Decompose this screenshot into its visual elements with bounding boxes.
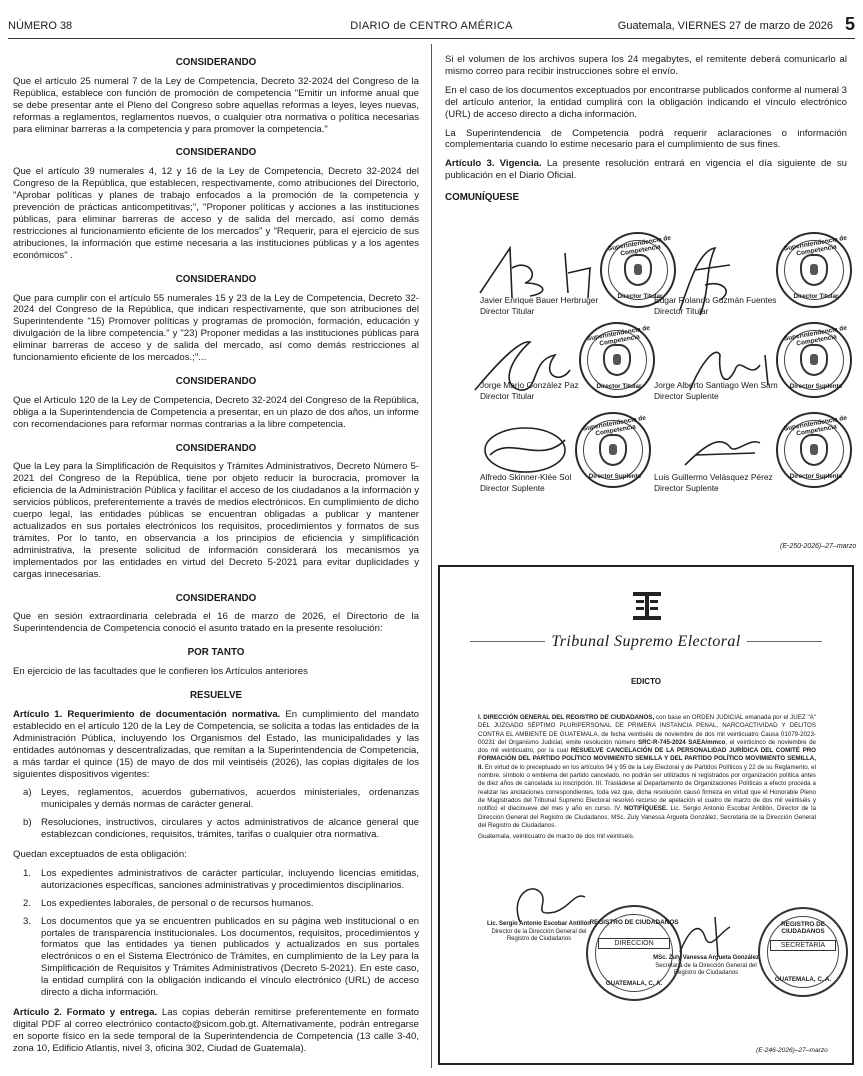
- paragraph: Que la Ley para la Simplificación de Requisitos y Trámites Administrativos, Decreto Número 5-2021 del Congreso de la República, tiene por objeto reducir la burocracia, promover la eficiencia de la Administración Pública y facilitar el acceso de los ciudadanos a la información y servicios públicos, preferentemente a través de medios electrónicos. En cumplimiento de dicho cuerpo legal, las entidades públicas se encuentran obligadas a publicar y mantener actualizados en sus portales electrónicos los requisitos, procedimientos y formatos de sus trámites. Por lo tanto, en observancia a los principios de eficiencia y simplificación administrativa, la presente solicitud de información considerará los mecanismos ya implementados por las entidades en virtud del Decreto 5-2021 para evitar duplicidades y cargas innecesarias.: [13, 461, 419, 580]
- tse-logo-icon: [630, 589, 664, 623]
- signer: Edgar Rolando Guzmán Fuentes Director Titular: [654, 295, 777, 316]
- signer: Jorge Alberto Santiago Wen Sam Director Suplente: [654, 380, 778, 401]
- list-item: b) Resoluciones, instructivos, circulares y actos administrativos de alcance general que establezcan condiciones, requisitos, trámites, tarifas o cualquier otra normativa.: [23, 817, 419, 841]
- header-rule: [8, 38, 855, 39]
- list-item: 1. Los expedientes administrativos de carácter particular, incluyendo licencias emitidas, autorizaciones específicas, sanciones administrativas y procedimientos disciplinarios.: [23, 867, 419, 891]
- article-title: Artículo 2. Formato y entrega.: [13, 1007, 158, 1018]
- paragraph: En el caso de los documentos exceptuados por encontrarse publicados conforme al numeral 3 del artículo anterior, la entidad cumplirá con la obligación indicando el vínculo electrónico (URL) de acceso directo a dicha información.: [445, 84, 847, 120]
- section-heading: CONSIDERANDO: [175, 375, 257, 387]
- signer: Lic. Sergio Antonio Escobar Antillón Director de la Dirección General del Registro de Ciudadanos: [487, 921, 591, 942]
- superintendencia-seal: Superintendencia de Competencia Director Suplente: [575, 412, 651, 488]
- article-title: Artículo 1. Requerimiento de documentación normativa.: [13, 708, 281, 720]
- paragraph: Que el Artículo 120 de la Ley de Competencia, Decreto 32-2024 del Congreso de la República, obliga a la Superintendencia de Competencia a presentar, en un plazo de dos años, un informe con recomendaciones para reformar normas contrarias a la libre competencia.: [13, 394, 419, 430]
- signature-scribble: [480, 415, 580, 480]
- section-heading: CONSIDERANDO: [175, 273, 257, 285]
- paragraph: En ejercicio de las facultades que le confieren los Artículos anteriores: [13, 666, 308, 678]
- article-title: Artículo 3. Vigencia.: [445, 158, 542, 170]
- numbered-list: [13, 868, 419, 999]
- article-body: En cumplimiento del mandato establecido en el artículo 120 de la Ley de Competencia, se solicita a todas las entidades de la Administración Pública, incluyendo los Organismos del Estado, las municipalidades y las entidades autónomas y descentralizadas, que remitan a la Superintendencia de Competencia, a más tardar el quince (15) de mayo de dos mil veintiséis (2026), las copias digitales de los siguientes dispositivos vigentes:: [13, 708, 419, 780]
- article-3: [445, 158, 847, 182]
- signer: Javier Enrique Bauer Herbruger Director Titular: [480, 295, 599, 316]
- article-2: [13, 1007, 419, 1055]
- secretaria-stamp: REGISTRO DE CIUDADANOS SECRETARÍA GUATEMALA, C. A.: [758, 907, 848, 997]
- direccion-stamp: REGISTRO DE CIUDADANOS DIRECCIÓN GUATEMALA, C. A.: [586, 905, 682, 1001]
- paragraph: Quedan exceptuados de esta obligación:: [13, 849, 187, 861]
- list-item: 2. Los expedientes laborales, de personal o de recursos humanos.: [23, 897, 314, 909]
- left-column: [13, 54, 419, 1062]
- column-divider: [431, 44, 432, 1068]
- article-body: La presente resolución entrará en vigencia el día siguiente de su publicación en el Diario Oficial.: [445, 158, 847, 182]
- section-heading: CONSIDERANDO: [175, 442, 257, 454]
- paragraph: Si el volumen de los archivos supera los 24 megabytes, el remitente deberá comunicarlo al mismo correo para recibir instrucciones sobre el envío.: [445, 54, 847, 77]
- superintendencia-seal: Superintendencia de Competencia Director Suplente: [776, 412, 852, 488]
- issue-number: NÚMERO 38: [8, 20, 73, 32]
- paragraph: Que para cumplir con el artículo 55 numerales 15 y 23 de la Ley de Competencia, Decreto 32-2024 del Congreso de la República, que indican respectivamente, que son atribuciones del Superintendente "15) Promover políticas y programas de promoción, formación, educación y divulgación de la libre competencia." y "23) Proponer medidas a las instituciones públicas para eliminar barreras de acceso y de salida del mercado, así como demás restricciones al funcionamiento eficiente de los mercados.;"...: [13, 292, 419, 364]
- superintendencia-seal: Superintendencia de Competencia Director Titular: [579, 322, 655, 398]
- superintendencia-seal: Superintendencia de Competencia Director Suplente: [776, 322, 852, 398]
- section-heading: CONSIDERANDO: [175, 57, 257, 68]
- institution-title: Tribunal Supremo Electoral: [440, 633, 852, 651]
- paragraph: La Superintendencia de Competencia podrá requerir aclaraciones o información complementaria cuando lo estime necesario para el cumplimiento de sus fines.: [445, 127, 847, 151]
- edicto-box: [438, 565, 854, 1065]
- section-heading: CONSIDERANDO: [175, 147, 257, 159]
- signer: MSc. Zuly Vanessa Argueta González Secretaria de la Dirección General del Registro de Ciudadanos: [653, 955, 759, 976]
- list-item: a) Leyes, reglamentos, acuerdos gubernativos, acuerdos ministeriales, ordenanzas municipales y demás normas de carácter general.: [23, 787, 419, 811]
- edicto-title: EDICTO: [630, 677, 662, 686]
- page-number: 5: [844, 14, 855, 34]
- signature-scribble: [500, 877, 590, 927]
- comuniquese-label: COMUNÍQUESE: [445, 192, 520, 204]
- edicto-date: Guatemala, veinticuatro de marzo de dos mil veintiséis.: [478, 833, 635, 840]
- right-column: [445, 54, 847, 204]
- article-body: Las copias deberán remitirse preferentemente en formato digital PDF al correo electrónico contacto@sicom.gob.gt. Alternativamente, podrán entregarse en soporte físico en la sede temporal de la Superintendencia de Competencia (13 calle 3-40, zona 10, Edificio Atlantis, nivel 3, oficina 302, Ciudad de Guatemala).: [13, 1007, 419, 1054]
- signer: Jorge Mario González Paz Director Titular: [480, 380, 579, 401]
- paragraph: Que el artículo 25 numeral 7 de la Ley de Competencia, Decreto 32-2024 del Congreso de la República, establece con función de promoción de competencia "Emitir un informe anual que se debe presentar ante el Pleno del Congreso sobre aquellas reformas a leyes, leyes nuevas, reformas a reglamentos, reglamentos nuevos, o cualquier otra normativa o política necesarias para eliminar barreras a la competencia y para promover la competencia.": [13, 75, 419, 135]
- section-heading: RESUELVE: [189, 690, 243, 702]
- issue-date: Guatemala, VIERNES 27 de marzo de 2026: [617, 20, 833, 32]
- signature-scribble: [680, 425, 770, 475]
- newspaper-name: DIARIO de CENTRO AMÉRICA: [350, 20, 513, 32]
- signer: Luis Guillermo Velásquez Pérez Director Suplente: [654, 472, 773, 493]
- paragraph: Que el artículo 39 numerales 4, 12 y 16 de la Ley de Competencia, Decreto 32-2024 del Congreso de la República, que establecen, respectivamente, como atribuciones del Directorio, "Aprobar políticas y planes de trabajo enfocados a la promoción de la competencia y prevención de prácticas anticompetitivas;", "Proponer políticas y acciones a las instituciones públicas, para eliminar barreras de acceso y de salida del mercado, así como demás restricciones al funcionamiento eficiente de los mercados" y "Requerir, para el ejercicio de sus atribuciones, la información que estime necesaria a las instituciones públicas y a los agentes económicos" .: [13, 166, 419, 261]
- superintendencia-seal: Superintendencia de Competencia Director Titular: [600, 232, 676, 308]
- section-heading: CONSIDERANDO: [175, 592, 257, 604]
- edicto-body: I. DIRECCIÓN GENERAL DEL REGISTRO DE CIUDADANOS, con base en ORDEN JUDICIAL emanada por el JUEZ "A" DEL JUZGADO SÉPTIMO PLURIPERSONAL DE PRIMERA INSTANCIA PENAL, NARCOACTIVIDAD Y DELITOS CONTRA EL AMBIENTE DE GUATEMALA, de fecha veintiséis de noviembre de dos mil veinticuatro Causa 01079-2023-00231 del Organismo Judicial, emite resolución número SRC-R-745-2024 SAEA/mmco, el veinticinco de noviembre de dos mil veinticuatro, por la cual RESUELVE CANCELACIÓN DE LA PERSONALIDAD JURÍDICA DEL COMITÉ PRO FORMACIÓN DEL PARTIDO POLÍTICO MOVIMIENTO SEMILLA Y DEL PARTIDO POLÍTICO MOVIMIENTO SEMILLA, II. En virtud de lo preceptuado en los artículos 94 y 95 de la Ley Electoral y de Partidos Políticos y 22 de su Reglamento, el nombre, símbolo o emblema del partido cancelado, no podrán ser utilizados ni registrados por organización política antes de diez años de cancelada su inscripción. III. Trasládese al Departamento de Organizaciones Políticas a efecto proceda a realizar las anotaciones correspondientes, toda vez que, dicha resolución causó firmeza en virtud que el Honorable Pleno de Magistrados del Tribunal Supremo Electoral resolvió recurso de apelación el cuatro de marzo de dos mil veintiséis y notificó el diecinueve del mes y año en curso. IV. NOTIFÍQUESE. Lic. Sergio Antonio Escobar Antillón, Director de la Dirección General del Registro de Ciudadanos. MSc. Zuly Vanessa Argueta González, Secretaria de la Dirección General del Registro de Ciudadanos.: [478, 714, 816, 829]
- publication-code: (E-250-2026)–27–marzo: [780, 543, 857, 550]
- paragraph: Que en sesión extraordinaria celebrada el 16 de marzo de 2026, el Directorio de la Superintendencia de Competencia conoció el asunto tratado en la presente resolución:: [13, 611, 419, 635]
- publication-code: (E-246-2026)–27–marzo: [756, 1047, 828, 1054]
- section-heading: POR TANTO: [187, 647, 245, 659]
- signer: Alfredo Skinner-Klée Sol Director Suplente: [480, 472, 572, 493]
- list-item: 3. Los documentos que ya se encuentren publicados en su página web institucional o en portales de transparencia institucionales. Los documentos, requisitos, procedimientos y formatos que las entidades ya tienen publicados y actualizados en sus portales electrónicos o en el Sistema Electrónico de Trámites, en cumplimiento de la Ley para la Simplificación de Requisitos y Trámites Administrativos (Decreto 5-2021). En este caso, la entidad cumplirá con la obligación indicando el vínculo electrónico (URL) de acceso directo a dicha información.: [23, 915, 419, 999]
- article-1: [13, 709, 419, 780]
- page-header: [8, 14, 855, 36]
- letter-list: [13, 787, 419, 841]
- superintendencia-seal: Superintendencia de Competencia Director Titular: [776, 232, 852, 308]
